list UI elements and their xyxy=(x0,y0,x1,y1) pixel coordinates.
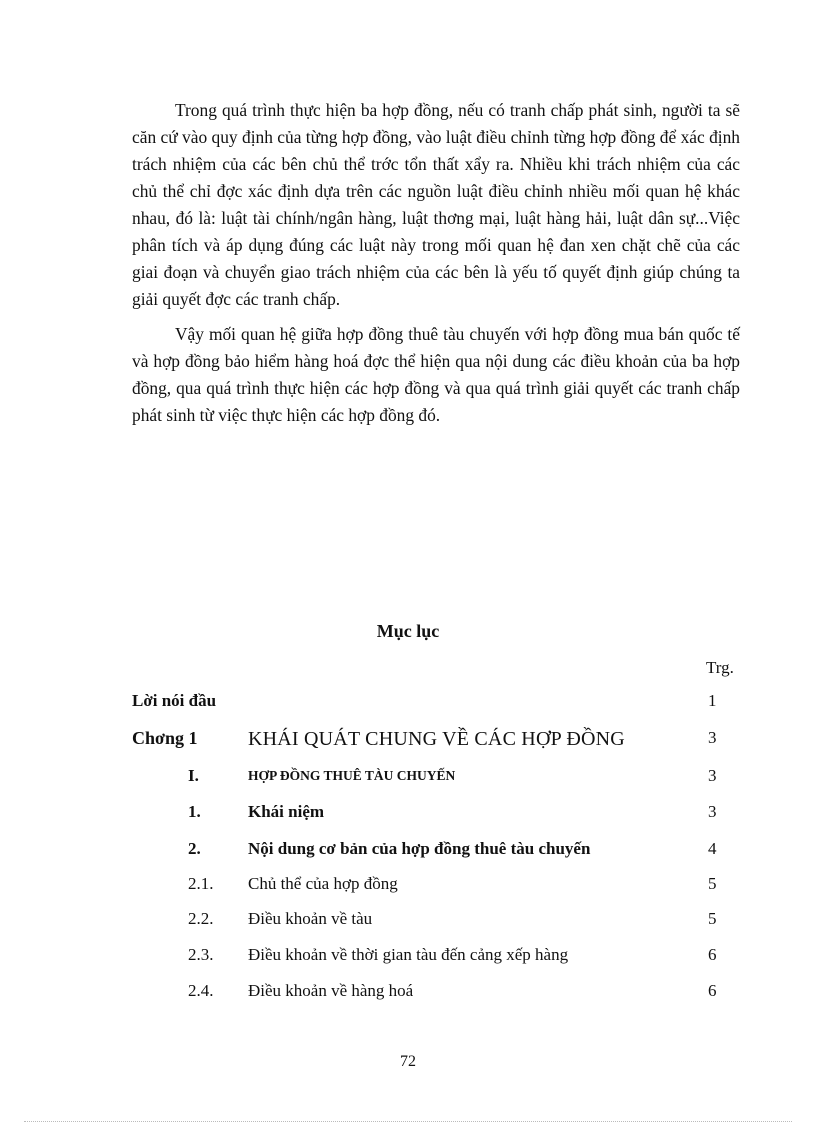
toc-entry-2-3 xyxy=(0,945,816,975)
toc-entry-label: 2.3. xyxy=(188,945,214,964)
toc-entry-page: 6 xyxy=(708,981,717,1000)
toc-entry-text: HỢP ĐỒNG THUÊ TÀU CHUYẾN xyxy=(248,768,456,783)
toc-entry-label: I. xyxy=(188,766,199,785)
toc-entry-label: 2.1. xyxy=(188,874,214,893)
toc-entry-page: 3 xyxy=(708,802,717,821)
toc-entry-preface xyxy=(0,691,816,721)
toc-entry-text: Khái niệm xyxy=(248,802,325,821)
body-paragraph-1: Trong quá trình thực hiện ba hợp đồng, nếu có tranh chấp phát sinh, người ta sẽ căn cứ vào quy định của từng hợp đồng, vào luật điều chỉnh từng hợp đồng để xác định trách nhiệm của các bên chủ thể trớc tổn thất xẩy ra. Nhiều khi trách nhiệm của các chủ thể chỉ đợc xác định dựa trên các nguồn luật điều chỉnh nhiều mối quan hệ khác nhau, đó là: luật tài chính/ngân hàng, luật thơng mại, luật hàng hải, luật dân sự...Việc phân tích và áp dụng đúng các luật này trong mối quan hệ đan xen chặt chẽ của các giai đoạn và chuyển giao trách nhiệm của các bên là yếu tố quyết định giúp chúng ta giải quyết đợc các tranh chấp. xyxy=(132,100,740,309)
page-number: 72 xyxy=(400,1053,416,1070)
toc-entry-text: Nội dung cơ bản của hợp đồng thuê tàu chuyến xyxy=(248,839,591,858)
toc-entry-text: Điều khoản về hàng hoá xyxy=(248,981,414,1000)
footer-divider xyxy=(24,1121,792,1122)
toc-entry-page: 1 xyxy=(708,691,717,710)
toc-entry-1 xyxy=(0,802,816,832)
toc-entry-text: KHÁI QUÁT CHUNG VỀ CÁC HỢP ĐỒNG xyxy=(248,728,625,750)
toc-entry-2-2 xyxy=(0,909,816,939)
toc-entry-2 xyxy=(0,839,816,869)
toc-entry-label: 1. xyxy=(188,802,201,821)
toc-entry-text: Điều khoản về tàu xyxy=(248,909,373,928)
toc-entry-chapter-1 xyxy=(0,728,816,758)
toc-title: Mục lục xyxy=(376,621,440,641)
body-paragraph-2: Vậy mối quan hệ giữa hợp đồng thuê tàu chuyến với hợp đồng mua bán quốc tế và hợp đồng bảo hiểm hàng hoá đợc thể hiện qua nội dung các điều khoản của ba hợp đồng, qua quá trình thực hiện các hợp đồng và qua quá trình giải quyết các tranh chấp phát sinh từ việc thực hiện các hợp đồng đó. xyxy=(132,324,740,425)
toc-page-header: Trg. xyxy=(706,658,734,677)
toc-entry-text: Điều khoản về thời gian tàu đến cảng xếp hàng xyxy=(248,945,569,964)
toc-entry-label: 2.4. xyxy=(188,981,214,1000)
toc-entry-label: 2.2. xyxy=(188,909,214,928)
toc-entry-page: 5 xyxy=(708,874,717,893)
toc-entry-page: 6 xyxy=(708,945,717,964)
toc-entry-2-4 xyxy=(0,981,816,1011)
toc-entry-text: Lời nói đầu xyxy=(132,691,217,710)
toc-entry-label: 2. xyxy=(188,839,201,858)
toc-entry-label: Chơng 1 xyxy=(132,728,198,748)
toc-entry-page: 3 xyxy=(708,728,717,747)
toc-entry-section-I xyxy=(0,766,816,796)
toc-entry-text: Chủ thể của hợp đồng xyxy=(248,874,398,893)
toc-entry-page: 4 xyxy=(708,839,717,858)
toc-entry-page: 5 xyxy=(708,909,717,928)
toc-entry-page: 3 xyxy=(708,766,717,785)
toc-entry-2-1 xyxy=(0,874,816,904)
